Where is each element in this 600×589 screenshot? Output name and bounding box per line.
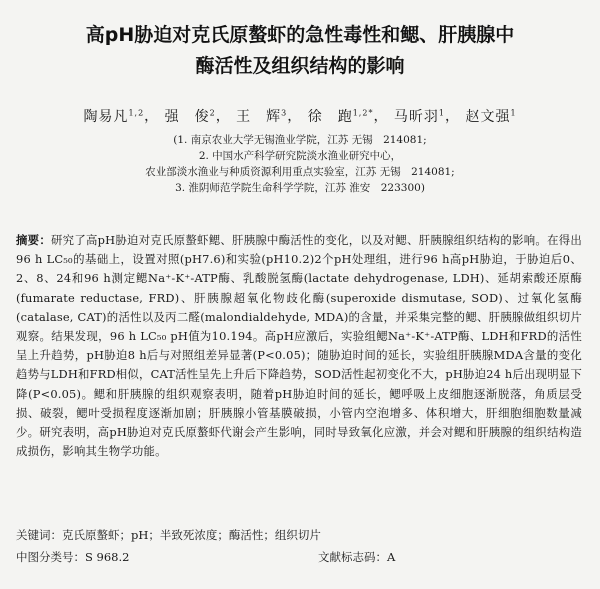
abstract-text: 研究了高pH胁迫对克氏原螯虾鳃、肝胰腺中酶活性的变化，以及对鳃、肝胰腺组织结构的影响。在得出96 h LC₅₀的基础上，设置对照(pH7.6)和实验(pH10.2)2个pH处理组，进行96 h高pH胁迫，于胁迫后0、2、8、24和96 h测定鳃Na⁺-K⁺-ATP酶、乳酸脱氢酶(lactate dehydrogenase, LDH)、延胡索酸还原酶(fumarate reductase, FRD)、肝胰腺超氧化物歧化酶(superoxide dismutase, SOD)、过氧化氢酶(catalase, CAT)的活性以及丙二醛(malondialdehyde, MDA)的含量，并采集完整的鳃、肝胰腺做组织切片观察。结果发现，96 h LC₅₀ pH值为10.194。高pH应激后，实验组鳃Na⁺-K⁺-ATP酶、LDH和FRD的活性呈上升趋势，pH胁迫8 h后与对照组差异显著(P<0.05)；随胁迫时间的延长，实验组肝胰腺MDA含量的变化趋势与LDH和FRD相似，CAT活性呈先上升后下降趋势，SOD活性起初变化不大，pH胁迫24 h后出现明显下降(P<0.05)。鳃和肝胰腺的组织观察表明，随着pH胁迫时间的延长，鳃呼吸上皮细胞逐渐脱落，角质层受损、破裂，鳃叶受损程度逐渐加剧；肝胰腺小管基膜破损，小管内空泡增多、体积增大，肝细胞细胞数量减少。研究表明，高pH胁迫对克氏原螯虾代谢会产生影响，同时导致氧化应激，并会对鳃和肝胰腺的组织结构造成损伤，影响其生物学功能。 (16, 233, 582, 459)
abstract (16, 231, 582, 461)
bleed-through-text (6, 0, 600, 15)
author: 马昕羽$^1$ (393, 108, 445, 125)
document-code: 文献标志码：A (318, 550, 396, 564)
affiliations (0, 132, 600, 196)
keywords (16, 526, 582, 544)
clc-number: 中图分类号：S 968.2 (16, 550, 130, 564)
author: 强 俊$^2$ (164, 108, 216, 125)
author: 王 辉$^3$ (236, 108, 288, 125)
abstract-label: 摘要： (16, 233, 52, 247)
keywords-label: 关键词： (16, 528, 62, 542)
affiliation-line: 3. 淮阴师范学院生命科学学院，江苏 淮安 223300) (175, 182, 425, 194)
title-line-2: 酶活性及组织结构的影响 (195, 55, 405, 77)
title-line-1: 高pH胁迫对克氏原螯虾的急性毒性和鳃、肝胰腺中 (85, 24, 515, 46)
keywords-text: 克氏原螯虾；pH；半致死浓度；酶活性；组织切片 (62, 528, 321, 542)
affiliation-line: 2. 中国水产科学研究院淡水渔业研究中心， (198, 150, 402, 162)
author: 赵文强$^1$ (465, 108, 517, 125)
affiliation-line: 农业部淡水渔业与种质资源利用重点实验室，江苏 无锡 214081; (145, 166, 455, 178)
author: 徐 跑$^{1,2*}$ (307, 108, 374, 125)
author-list: 陶易凡$^{1,2}$， 强 俊$^2$， 王 辉$^3$， 徐 跑$^{1,2*}$， 马昕羽$^1$， 赵文强$^1$ (83, 108, 517, 125)
paper-title (0, 20, 600, 82)
author: 陶易凡$^{1,2}$ (83, 108, 145, 125)
affiliation-line: (1. 南京农业大学无锡渔业学院，江苏 无锡 214081; (173, 134, 427, 146)
